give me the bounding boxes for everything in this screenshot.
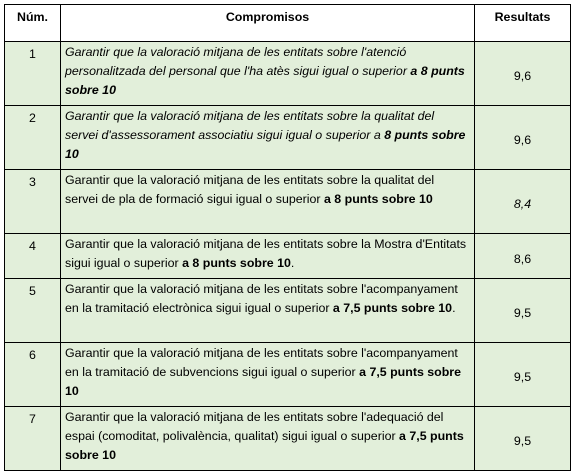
commitment-tail: . [452,301,456,315]
commitment-text [61,42,475,106]
result-value: 9,5 [475,407,571,471]
row-number: 2 [5,106,61,170]
result-value: 8,6 [475,234,571,279]
result-value: 9,5 [475,279,571,343]
row-number: 4 [5,234,61,279]
commitment-target: a 8 punts sobre 10 [65,64,465,97]
commitment-target: a 7,5 punts sobre 10 [65,429,464,462]
result-value: 9,6 [475,106,571,170]
row-number: 7 [5,407,61,471]
commitment-body: Garantir que la valoració mitjana de les entitats sobre la Mostra d'Entitats sigui igual o superior [65,237,467,270]
commitment-tail: . [290,256,295,270]
commitment-body: Garantir que la valoració mitjana de les entitats sobre l'adequació del espai (comoditat, polivalència, qualitat) sigui igual o superior [65,410,444,443]
commitment-text [61,170,475,234]
row-number: 1 [5,42,61,106]
result-value: 9,6 [475,42,571,106]
commitment-text [61,343,475,407]
table-row [5,407,571,471]
commitment-body: Garantir que la valoració mitjana de les entitats sobre la qualitat del servei d'assessorament associatiu sigui igual o superior a [65,109,435,142]
table-row [5,234,571,279]
row-number: 3 [5,170,61,234]
table-header-row [5,5,571,42]
commitment-body: Garantir que la valoració mitjana de les entitats sobre l'acompanyament en la tramitació electrònica sigui igual o superior [65,282,458,315]
table-row [5,279,571,343]
commitment-text [61,407,475,471]
table-row [5,343,571,407]
table-row [5,42,571,106]
commitment-body: Garantir que la valoració mitjana de les entitats sobre la qualitat del servei de pla de formació sigui igual o superior [65,173,435,206]
row-number: 5 [5,279,61,343]
row-number: 6 [5,343,61,407]
commitment-target: a 7,5 punts sobre 10 [332,301,453,315]
table-row [5,106,571,170]
commitment-target: a 8 punts sobre 10 [182,256,291,270]
commitment-target: a 8 punts sobre 10 [323,192,433,206]
commitment-body: Garantir que la valoració mitjana de les entitats sobre l'atenció personalitzada del personal que l'ha atès sigui igual o superior [65,45,411,78]
commitment-text [61,106,475,170]
header-resultats: Resultats [475,5,571,42]
header-num: Núm. [5,5,61,42]
commitment-text [61,234,475,279]
table-row [5,170,571,234]
result-value: 8,4 [475,170,571,234]
commitment-text [61,279,475,343]
commitments-table [4,4,571,471]
commitment-target: 8 punts sobre 10 [65,128,466,161]
result-value: 9,5 [475,343,571,407]
header-compromisos: Compromisos [61,5,475,42]
commitment-target: a 7,5 punts sobre 10 [65,365,462,398]
commitment-body: Garantir que la valoració mitjana de les entitats sobre l'acompanyament en la tramitació de subvencions sigui igual o superior [65,346,458,379]
